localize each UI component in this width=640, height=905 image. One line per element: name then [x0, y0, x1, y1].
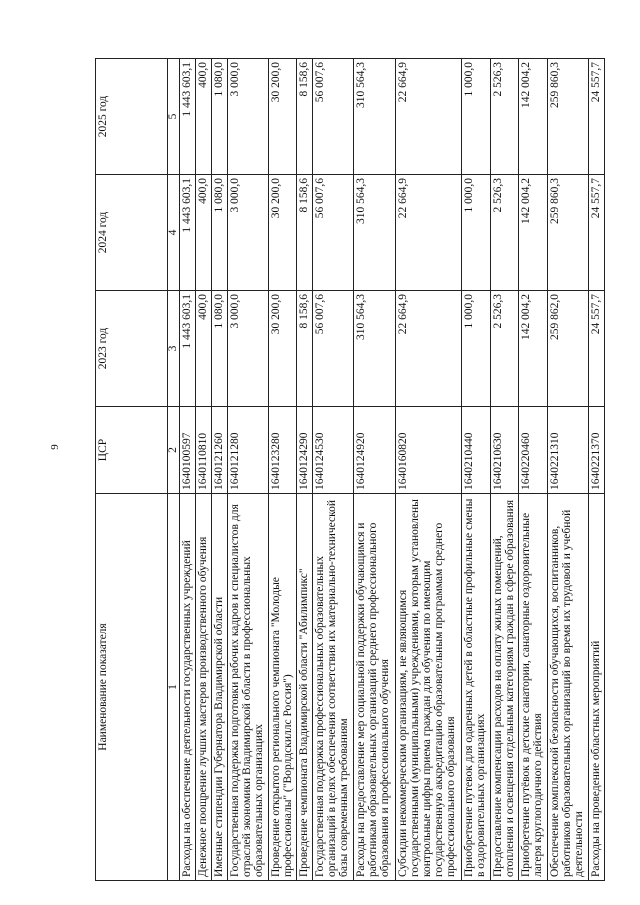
table-row: [588, 59, 604, 881]
header-2025: 2025 год: [96, 59, 168, 175]
row-name-cell: Субсидии некоммерческим организациям, не являющимся государственными (муниципальными) учреждениями, которым установлены контрольные цифры приема граждан для обучения по имеющим государственную аккредитацию образовательным программам среднего профессионального образования: [395, 494, 462, 881]
row-2024-cell: 56 007,6: [313, 175, 354, 291]
row-csr-cell: 1640124920: [354, 407, 395, 494]
table-row: [519, 59, 548, 881]
table-row: [490, 59, 519, 881]
row-2024-cell: 310 564,3: [354, 175, 395, 291]
table-row: [313, 59, 354, 881]
row-2025-cell: 1 080,0: [211, 59, 227, 175]
table-row: [227, 59, 268, 881]
row-2025-cell: 22 664,9: [395, 59, 462, 175]
row-2023-cell: 1 080,0: [211, 291, 227, 407]
column-number-row: [168, 59, 180, 881]
row-2024-cell: 22 664,9: [395, 175, 462, 291]
row-2025-cell: 24 557,7: [588, 59, 604, 175]
row-2023-cell: 24 557,7: [588, 291, 604, 407]
row-csr-cell: 1640160820: [395, 407, 462, 494]
header-2024: 2024 год: [96, 175, 168, 291]
row-csr-cell: 1640100597: [180, 407, 196, 494]
row-2024-cell: 142 004,2: [519, 175, 548, 291]
column-number: 2: [168, 407, 180, 494]
row-2025-cell: 56 007,6: [313, 59, 354, 175]
table-row: [462, 59, 491, 881]
row-2025-cell: 8 158,6: [297, 59, 313, 175]
row-2025-cell: 2 526,3: [490, 59, 519, 175]
row-2023-cell: 2 526,3: [490, 291, 519, 407]
row-csr-cell: 1640121260: [211, 407, 227, 494]
rotated-sheet: [95, 59, 605, 881]
row-2025-cell: 259 860,3: [547, 59, 588, 175]
row-name-cell: Расходы на обеспечение деятельности государственных учреждений: [180, 494, 196, 881]
row-name-cell: Проведение открытого регионального чемпионата "Молодые профессионалы" ("Ворлдскиллс Россия"): [268, 494, 297, 881]
row-2023-cell: 30 200,0: [268, 291, 297, 407]
row-csr-cell: 1640220460: [519, 407, 548, 494]
table-row: [195, 59, 211, 881]
column-number: 5: [168, 59, 180, 175]
row-2025-cell: 142 004,2: [519, 59, 548, 175]
row-2024-cell: 1 080,0: [211, 175, 227, 291]
column-number: 4: [168, 175, 180, 291]
table-row: [211, 59, 227, 881]
header-row: [96, 59, 168, 881]
row-csr-cell: 1640210440: [462, 407, 491, 494]
row-2025-cell: 1 000,0: [462, 59, 491, 175]
budget-table: [95, 58, 605, 881]
row-2025-cell: 400,0: [195, 59, 211, 175]
header-2023: 2023 год: [96, 291, 168, 407]
row-2023-cell: 56 007,6: [313, 291, 354, 407]
row-2025-cell: 1 443 603,1: [180, 59, 196, 175]
row-csr-cell: 1640210630: [490, 407, 519, 494]
row-2024-cell: 8 158,6: [297, 175, 313, 291]
row-name-cell: Расходы на предоставление мер социальной поддержки обучающимся и работникам образовательных организаций среднего профессионального образования и профессионального обучения: [354, 494, 395, 881]
row-name-cell: Государственная поддержка профессиональных образовательных организаций в целях обеспечения соответствия их материально-технической базы современным требованиям: [313, 494, 354, 881]
row-name-cell: Денежное поощрение лучших мастеров производственного обучения: [195, 494, 211, 881]
header-csr: ЦСР: [96, 407, 168, 494]
row-2024-cell: 400,0: [195, 175, 211, 291]
row-name-cell: Предоставление компенсации расходов на оплату жилых помещений, отопления и освещения отдельным категориям граждан в сфере образования: [490, 494, 519, 881]
row-2024-cell: 24 557,7: [588, 175, 604, 291]
table-body: [180, 59, 605, 881]
row-2024-cell: 1 443 603,1: [180, 175, 196, 291]
row-name-cell: Приобретение путёвок в детские санатории, санаторные оздоровительные лагеря круглогодичного действия: [519, 494, 548, 881]
row-csr-cell: 1640221370: [588, 407, 604, 494]
row-csr-cell: 1640110810: [195, 407, 211, 494]
row-csr-cell: 1640123280: [268, 407, 297, 494]
row-2023-cell: 1 443 603,1: [180, 291, 196, 407]
row-name-cell: Государственная поддержка подготовки рабочих кадров и специалистов для отраслей экономики Владимирской области в профессиональных образовательных организациях: [227, 494, 268, 881]
row-2024-cell: 259 860,3: [547, 175, 588, 291]
column-number: 3: [168, 291, 180, 407]
row-csr-cell: 1640221310: [547, 407, 588, 494]
row-name-cell: Обеспечение комплексной безопасности обучающихся, воспитанников, работников образовательных организаций во время их трудовой и учебной деятельности: [547, 494, 588, 881]
row-2024-cell: 30 200,0: [268, 175, 297, 291]
table-row: [354, 59, 395, 881]
table-row: [297, 59, 313, 881]
column-number: 1: [168, 494, 180, 881]
row-name-cell: Именные стипендии Губернатора Владимирской области: [211, 494, 227, 881]
row-2023-cell: 310 564,3: [354, 291, 395, 407]
row-csr-cell: 1640124290: [297, 407, 313, 494]
row-2025-cell: 3 000,0: [227, 59, 268, 175]
table-row: [180, 59, 196, 881]
row-2024-cell: 3 000,0: [227, 175, 268, 291]
row-2023-cell: 1 000,0: [462, 291, 491, 407]
row-csr-cell: 1640124530: [313, 407, 354, 494]
table-row: [547, 59, 588, 881]
header-name: Наименование показателя: [96, 494, 168, 881]
row-2023-cell: 142 004,2: [519, 291, 548, 407]
row-2023-cell: 22 664,9: [395, 291, 462, 407]
row-2024-cell: 1 000,0: [462, 175, 491, 291]
row-2023-cell: 400,0: [195, 291, 211, 407]
row-2023-cell: 259 862,0: [547, 291, 588, 407]
row-2025-cell: 310 564,3: [354, 59, 395, 175]
row-2025-cell: 30 200,0: [268, 59, 297, 175]
row-2024-cell: 2 526,3: [490, 175, 519, 291]
row-csr-cell: 1640121280: [227, 407, 268, 494]
row-name-cell: Проведение чемпионата Владимирской области "Абилимпикс": [297, 494, 313, 881]
row-2023-cell: 8 158,6: [297, 291, 313, 407]
table-row: [268, 59, 297, 881]
table-row: [395, 59, 462, 881]
row-name-cell: Расходы на проведение областных мероприятий: [588, 494, 604, 881]
row-name-cell: Приобретение путевок для одаренных детей в областные профильные смены в оздоровительных организациях: [462, 494, 491, 881]
page-number: 9: [49, 444, 61, 450]
row-2023-cell: 3 000,0: [227, 291, 268, 407]
